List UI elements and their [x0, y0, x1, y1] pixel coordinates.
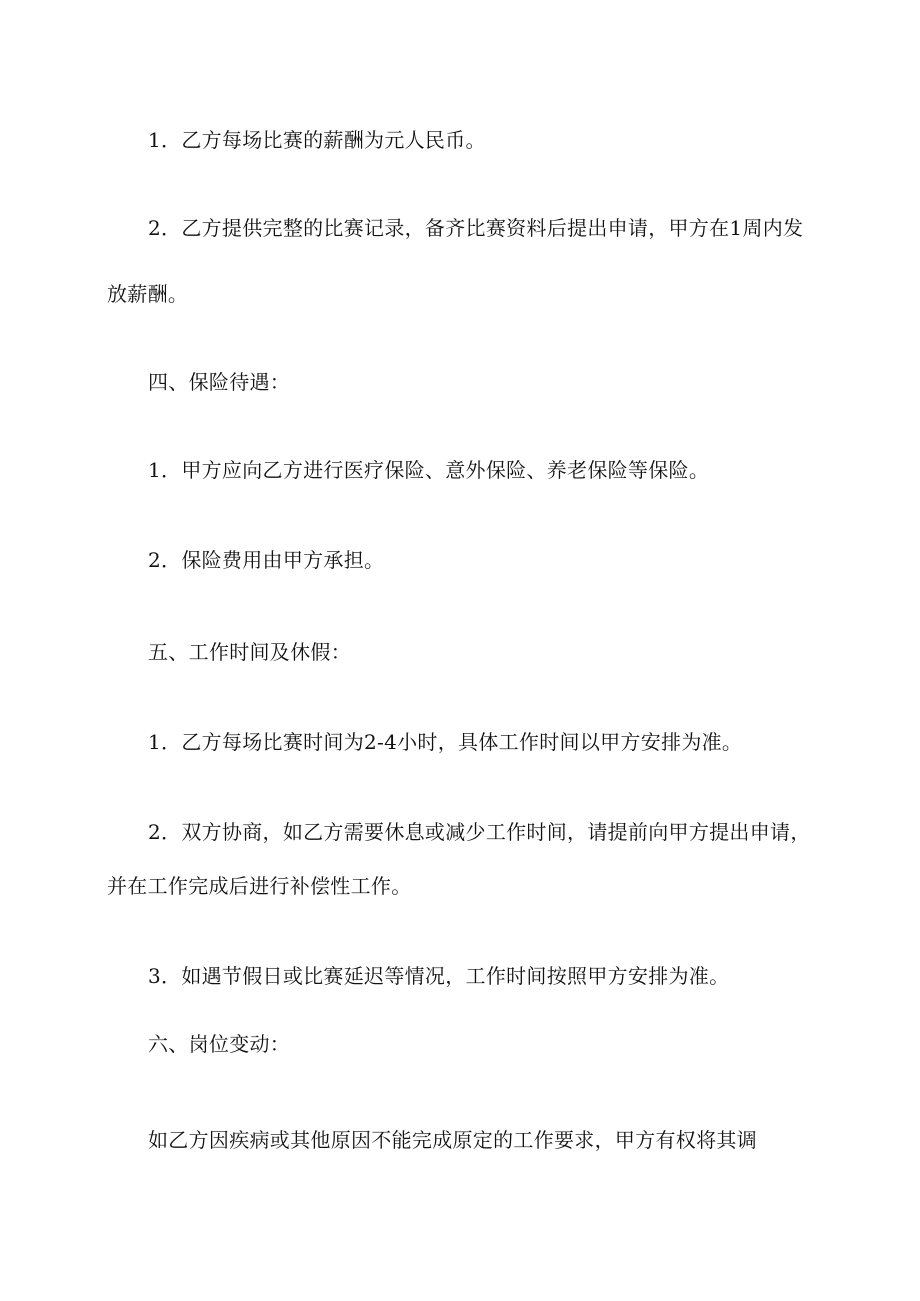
- paragraph-insurance-cost: 2．保险费用由甲方承担。: [148, 548, 385, 572]
- paragraph-salary-amount: 1．乙方每场比赛的薪酬为元人民币。: [148, 128, 486, 152]
- paragraph-holiday-delay: 3．如遇节假日或比赛延迟等情况，工作时间按照甲方安排为准。: [148, 964, 730, 988]
- paragraph-salary-payment: 2．乙方提供完整的比赛记录，备齐比赛资料后提出申请，甲方在1周内发: [148, 216, 804, 240]
- section-heading-working-hours: 五、工作时间及休假：: [148, 640, 351, 664]
- paragraph-salary-payment-continued: 放薪酬。: [107, 282, 189, 306]
- paragraph-leave-request-continued: 并在工作完成后进行补偿性工作。: [107, 874, 412, 898]
- paragraph-position-change: 如乙方因疾病或其他原因不能完成原定的工作要求，甲方有权将其调: [148, 1128, 757, 1152]
- paragraph-insurance-types: 1．甲方应向乙方进行医疗保险、意外保险、养老保险等保险。: [148, 458, 710, 482]
- paragraph-match-duration: 1．乙方每场比赛时间为2-4小时，具体工作时间以甲方安排为准。: [148, 730, 743, 754]
- paragraph-leave-request: 2．双方协商，如乙方需要休息或减少工作时间，请提前向甲方提出申请，: [148, 820, 811, 844]
- section-heading-insurance: 四、保险待遇：: [148, 370, 291, 394]
- section-heading-position-change: 六、岗位变动：: [148, 1032, 291, 1056]
